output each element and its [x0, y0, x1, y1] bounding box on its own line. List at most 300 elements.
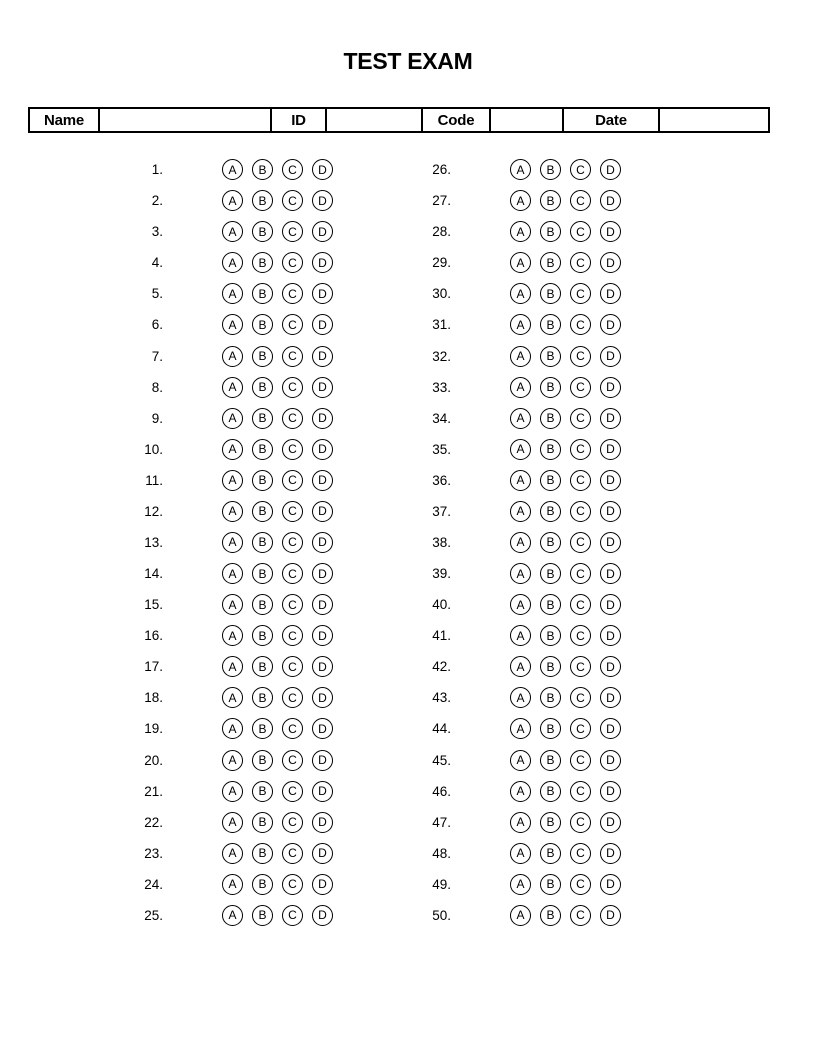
- bubble-c[interactable]: C: [282, 346, 303, 367]
- bubble-d[interactable]: D: [600, 750, 621, 771]
- answer-bubbles: [510, 625, 621, 646]
- bubble-a[interactable]: A: [510, 750, 531, 771]
- bubble-b[interactable]: B: [252, 594, 273, 615]
- question-number: 29.: [432, 255, 451, 271]
- bubble-c[interactable]: C: [282, 718, 303, 739]
- bubble-d[interactable]: D: [312, 625, 333, 646]
- bubble-b[interactable]: B: [252, 656, 273, 677]
- question-number: 21.: [144, 783, 163, 799]
- answer-bubbles: [222, 159, 333, 180]
- question-number: 32.: [432, 348, 451, 364]
- bubble-c[interactable]: C: [282, 781, 303, 802]
- bubble-a[interactable]: A: [510, 843, 531, 864]
- answer-bubbles: [510, 283, 621, 304]
- answer-bubbles: [222, 812, 333, 833]
- bubble-c[interactable]: C: [282, 159, 303, 180]
- bubble-b[interactable]: B: [540, 470, 561, 491]
- bubble-c[interactable]: C: [570, 190, 591, 211]
- bubble-d[interactable]: D: [600, 656, 621, 677]
- bubble-d[interactable]: D: [312, 252, 333, 273]
- answer-bubbles: [510, 470, 621, 491]
- answer-bubbles: [510, 843, 621, 864]
- bubble-c[interactable]: C: [570, 377, 591, 398]
- bubble-a[interactable]: A: [222, 221, 243, 242]
- answer-bubbles: [222, 252, 333, 273]
- question-number: 48.: [432, 845, 451, 861]
- question-number: 44.: [432, 721, 451, 737]
- bubble-b[interactable]: B: [252, 812, 273, 833]
- question-number: 25.: [144, 907, 163, 923]
- answer-bubbles: [222, 221, 333, 242]
- bubble-c[interactable]: C: [282, 532, 303, 553]
- bubble-d[interactable]: D: [600, 501, 621, 522]
- bubble-a[interactable]: A: [222, 812, 243, 833]
- bubble-d[interactable]: D: [600, 470, 621, 491]
- answer-bubbles: [510, 532, 621, 553]
- bubble-b[interactable]: B: [540, 314, 561, 335]
- question-row: [133, 869, 333, 900]
- bubble-d[interactable]: D: [600, 159, 621, 180]
- bubble-b[interactable]: B: [252, 159, 273, 180]
- answer-bubbles: [510, 905, 621, 926]
- bubble-c[interactable]: C: [570, 812, 591, 833]
- bubble-c[interactable]: C: [282, 594, 303, 615]
- question-number: 36.: [432, 472, 451, 488]
- bubble-c[interactable]: C: [282, 377, 303, 398]
- bubble-d[interactable]: D: [600, 625, 621, 646]
- bubble-c[interactable]: C: [282, 625, 303, 646]
- answer-bubbles: [510, 252, 621, 273]
- bubble-d[interactable]: D: [600, 221, 621, 242]
- question-row: [421, 682, 621, 713]
- bubble-a[interactable]: A: [510, 252, 531, 273]
- bubble-b[interactable]: B: [540, 718, 561, 739]
- question-number: 5.: [151, 286, 163, 302]
- question-row: [133, 465, 333, 496]
- bubble-b[interactable]: B: [540, 874, 561, 895]
- question-row: [133, 807, 333, 838]
- question-number: 35.: [432, 441, 451, 457]
- bubble-b[interactable]: B: [540, 781, 561, 802]
- question-row: [421, 154, 621, 185]
- bubble-a[interactable]: A: [510, 687, 531, 708]
- bubble-d[interactable]: D: [312, 781, 333, 802]
- question-number: 20.: [144, 752, 163, 768]
- answer-bubbles: [222, 781, 333, 802]
- bubble-a[interactable]: A: [222, 625, 243, 646]
- bubble-b[interactable]: B: [540, 750, 561, 771]
- bubble-b[interactable]: B: [252, 532, 273, 553]
- bubble-a[interactable]: A: [510, 408, 531, 429]
- question-row: [133, 558, 333, 589]
- answer-bubbles: [510, 501, 621, 522]
- bubble-a[interactable]: A: [510, 874, 531, 895]
- bubble-a[interactable]: A: [222, 718, 243, 739]
- bubble-c[interactable]: C: [282, 874, 303, 895]
- bubble-b[interactable]: B: [540, 221, 561, 242]
- bubble-c[interactable]: C: [570, 159, 591, 180]
- question-row: [133, 682, 333, 713]
- bubble-c[interactable]: C: [570, 470, 591, 491]
- bubble-c[interactable]: C: [282, 905, 303, 926]
- bubble-b[interactable]: B: [252, 563, 273, 584]
- bubble-a[interactable]: A: [222, 377, 243, 398]
- question-row: [421, 807, 621, 838]
- bubble-c[interactable]: C: [570, 408, 591, 429]
- question-number: 47.: [432, 814, 451, 830]
- bubble-d[interactable]: D: [312, 314, 333, 335]
- answer-bubbles: [510, 563, 621, 584]
- bubble-c[interactable]: C: [570, 252, 591, 273]
- bubble-d[interactable]: D: [312, 656, 333, 677]
- bubble-b[interactable]: B: [540, 252, 561, 273]
- bubble-b[interactable]: B: [252, 781, 273, 802]
- bubble-b[interactable]: B: [252, 905, 273, 926]
- bubble-b[interactable]: B: [540, 283, 561, 304]
- bubble-a[interactable]: A: [222, 470, 243, 491]
- bubble-c[interactable]: C: [282, 656, 303, 677]
- bubble-b[interactable]: B: [252, 377, 273, 398]
- bubble-a[interactable]: A: [510, 190, 531, 211]
- question-row: [421, 465, 621, 496]
- question-number: 4.: [151, 255, 163, 271]
- bubble-b[interactable]: B: [252, 314, 273, 335]
- bubble-c[interactable]: C: [282, 439, 303, 460]
- bubble-d[interactable]: D: [312, 159, 333, 180]
- bubble-c[interactable]: C: [282, 563, 303, 584]
- bubble-b[interactable]: B: [252, 439, 273, 460]
- answer-bubbles: [510, 190, 621, 211]
- bubble-b[interactable]: B: [252, 346, 273, 367]
- question-number: 14.: [144, 566, 163, 582]
- bubble-d[interactable]: D: [312, 439, 333, 460]
- answer-bubbles: [510, 221, 621, 242]
- question-row: [133, 496, 333, 527]
- question-row: [421, 838, 621, 869]
- bubble-d[interactable]: D: [600, 843, 621, 864]
- bubble-b[interactable]: B: [540, 408, 561, 429]
- bubble-b[interactable]: B: [252, 252, 273, 273]
- bubble-d[interactable]: D: [312, 874, 333, 895]
- question-number: 11.: [145, 472, 163, 488]
- bubble-b[interactable]: B: [252, 408, 273, 429]
- question-row: [133, 154, 333, 185]
- question-row: [421, 776, 621, 807]
- bubble-d[interactable]: D: [312, 377, 333, 398]
- bubble-a[interactable]: A: [510, 283, 531, 304]
- question-number: 13.: [144, 534, 163, 550]
- bubble-d[interactable]: D: [600, 346, 621, 367]
- question-row: [421, 558, 621, 589]
- bubble-d[interactable]: D: [600, 439, 621, 460]
- answer-bubbles: [222, 377, 333, 398]
- bubble-c[interactable]: C: [282, 408, 303, 429]
- question-number: 50.: [432, 907, 451, 923]
- bubble-b[interactable]: B: [252, 625, 273, 646]
- bubble-c[interactable]: C: [570, 625, 591, 646]
- bubble-b[interactable]: B: [252, 221, 273, 242]
- bubble-d[interactable]: D: [600, 190, 621, 211]
- bubble-a[interactable]: A: [510, 781, 531, 802]
- bubble-d[interactable]: D: [600, 718, 621, 739]
- question-row: [421, 496, 621, 527]
- bubble-d[interactable]: D: [312, 501, 333, 522]
- answer-bubbles: [222, 470, 333, 491]
- question-number: 8.: [151, 379, 163, 395]
- question-number: 15.: [144, 597, 163, 613]
- question-row: [421, 309, 621, 340]
- bubble-a[interactable]: A: [510, 718, 531, 739]
- bubble-a[interactable]: A: [510, 656, 531, 677]
- bubble-b[interactable]: B: [540, 190, 561, 211]
- bubble-d[interactable]: D: [312, 283, 333, 304]
- bubble-d[interactable]: D: [312, 408, 333, 429]
- bubble-d[interactable]: D: [312, 718, 333, 739]
- bubble-a[interactable]: A: [222, 656, 243, 677]
- bubble-c[interactable]: C: [570, 718, 591, 739]
- bubble-a[interactable]: A: [222, 905, 243, 926]
- questions-column-1: [133, 154, 333, 931]
- bubble-d[interactable]: D: [312, 221, 333, 242]
- bubble-a[interactable]: A: [222, 532, 243, 553]
- bubble-c[interactable]: C: [570, 346, 591, 367]
- bubble-d[interactable]: D: [312, 750, 333, 771]
- bubble-a[interactable]: A: [222, 283, 243, 304]
- question-number: 19.: [144, 721, 163, 737]
- question-number: 17.: [144, 659, 163, 675]
- bubble-b[interactable]: B: [540, 563, 561, 584]
- bubble-b[interactable]: B: [540, 905, 561, 926]
- bubble-d[interactable]: D: [600, 563, 621, 584]
- bubble-d[interactable]: D: [600, 377, 621, 398]
- question-number: 23.: [144, 845, 163, 861]
- bubble-b[interactable]: B: [540, 439, 561, 460]
- question-row: [421, 403, 621, 434]
- bubble-b[interactable]: B: [252, 470, 273, 491]
- bubble-d[interactable]: D: [600, 905, 621, 926]
- name-value-cell[interactable]: [98, 109, 270, 131]
- bubble-c[interactable]: C: [282, 283, 303, 304]
- question-number: 10.: [144, 441, 163, 457]
- answer-bubbles: [510, 656, 621, 677]
- question-number: 33.: [432, 379, 451, 395]
- bubble-c[interactable]: C: [570, 905, 591, 926]
- bubble-a[interactable]: A: [510, 501, 531, 522]
- bubble-d[interactable]: D: [600, 283, 621, 304]
- bubble-b[interactable]: B: [540, 532, 561, 553]
- bubble-c[interactable]: C: [570, 563, 591, 584]
- code-label: Code: [421, 109, 489, 131]
- question-number: 12.: [144, 503, 163, 519]
- bubble-d[interactable]: D: [600, 408, 621, 429]
- question-row: [421, 900, 621, 931]
- bubble-a[interactable]: A: [510, 470, 531, 491]
- bubble-c[interactable]: C: [570, 501, 591, 522]
- bubble-d[interactable]: D: [312, 687, 333, 708]
- bubble-b[interactable]: B: [540, 159, 561, 180]
- bubble-a[interactable]: A: [222, 408, 243, 429]
- bubble-a[interactable]: A: [510, 314, 531, 335]
- bubble-d[interactable]: D: [312, 563, 333, 584]
- answer-bubbles: [222, 314, 333, 335]
- question-row: [421, 278, 621, 309]
- answer-bubbles: [222, 750, 333, 771]
- bubble-d[interactable]: D: [312, 190, 333, 211]
- bubble-b[interactable]: B: [540, 377, 561, 398]
- question-row: [421, 216, 621, 247]
- bubble-c[interactable]: C: [570, 532, 591, 553]
- bubble-a[interactable]: A: [222, 781, 243, 802]
- bubble-a[interactable]: A: [510, 594, 531, 615]
- bubble-d[interactable]: D: [312, 905, 333, 926]
- question-row: [133, 776, 333, 807]
- bubble-c[interactable]: C: [570, 221, 591, 242]
- bubble-c[interactable]: C: [282, 687, 303, 708]
- bubble-c[interactable]: C: [570, 781, 591, 802]
- answer-bubbles: [222, 905, 333, 926]
- bubble-c[interactable]: C: [282, 501, 303, 522]
- bubble-a[interactable]: A: [222, 501, 243, 522]
- question-row: [133, 620, 333, 651]
- bubble-a[interactable]: A: [222, 594, 243, 615]
- answer-bubbles: [510, 781, 621, 802]
- bubble-a[interactable]: A: [510, 221, 531, 242]
- bubble-a[interactable]: A: [222, 252, 243, 273]
- bubble-b[interactable]: B: [540, 687, 561, 708]
- bubble-a[interactable]: A: [222, 874, 243, 895]
- bubble-b[interactable]: B: [540, 594, 561, 615]
- bubble-a[interactable]: A: [222, 190, 243, 211]
- answer-bubbles: [222, 283, 333, 304]
- question-number: 27.: [432, 193, 451, 209]
- bubble-c[interactable]: C: [570, 750, 591, 771]
- code-value-cell[interactable]: [489, 109, 562, 131]
- bubble-b[interactable]: B: [252, 843, 273, 864]
- bubble-b[interactable]: B: [252, 750, 273, 771]
- bubble-a[interactable]: A: [222, 439, 243, 460]
- bubble-d[interactable]: D: [312, 843, 333, 864]
- question-row: [133, 651, 333, 682]
- bubble-c[interactable]: C: [282, 843, 303, 864]
- bubble-a[interactable]: A: [510, 377, 531, 398]
- bubble-b[interactable]: B: [540, 656, 561, 677]
- question-row: [133, 900, 333, 931]
- bubble-d[interactable]: D: [600, 781, 621, 802]
- bubble-a[interactable]: A: [222, 687, 243, 708]
- bubble-b[interactable]: B: [540, 812, 561, 833]
- answer-bubbles: [510, 159, 621, 180]
- bubble-a[interactable]: A: [222, 346, 243, 367]
- question-row: [133, 527, 333, 558]
- bubble-d[interactable]: D: [600, 874, 621, 895]
- bubble-a[interactable]: A: [510, 346, 531, 367]
- bubble-a[interactable]: A: [510, 159, 531, 180]
- bubble-d[interactable]: D: [312, 594, 333, 615]
- answer-bubbles: [510, 687, 621, 708]
- bubble-c[interactable]: C: [282, 314, 303, 335]
- bubble-b[interactable]: B: [540, 843, 561, 864]
- answer-bubbles: [222, 718, 333, 739]
- bubble-c[interactable]: C: [570, 594, 591, 615]
- bubble-c[interactable]: C: [570, 314, 591, 335]
- bubble-b[interactable]: B: [540, 346, 561, 367]
- question-row: [133, 278, 333, 309]
- bubble-d[interactable]: D: [312, 532, 333, 553]
- bubble-d[interactable]: D: [312, 346, 333, 367]
- question-row: [421, 247, 621, 278]
- bubble-a[interactable]: A: [222, 159, 243, 180]
- answer-bubbles: [222, 346, 333, 367]
- answer-bubbles: [510, 750, 621, 771]
- bubble-c[interactable]: C: [282, 470, 303, 491]
- question-row: [133, 838, 333, 869]
- bubble-d[interactable]: D: [600, 252, 621, 273]
- question-number: 2.: [151, 193, 163, 209]
- bubble-c[interactable]: C: [282, 221, 303, 242]
- answer-bubbles: [222, 874, 333, 895]
- question-number: 43.: [432, 690, 451, 706]
- bubble-c[interactable]: C: [570, 874, 591, 895]
- bubble-b[interactable]: B: [252, 687, 273, 708]
- id-value-cell[interactable]: [325, 109, 421, 131]
- bubble-d[interactable]: D: [600, 687, 621, 708]
- bubble-d[interactable]: D: [312, 470, 333, 491]
- bubble-d[interactable]: D: [600, 812, 621, 833]
- bubble-c[interactable]: C: [282, 190, 303, 211]
- bubble-a[interactable]: A: [222, 563, 243, 584]
- question-number: 41.: [432, 628, 451, 644]
- bubble-c[interactable]: C: [570, 283, 591, 304]
- answer-bubbles: [510, 718, 621, 739]
- bubble-c[interactable]: C: [570, 843, 591, 864]
- bubble-c[interactable]: C: [282, 750, 303, 771]
- bubble-b[interactable]: B: [540, 501, 561, 522]
- bubble-a[interactable]: A: [510, 532, 531, 553]
- bubble-d[interactable]: D: [600, 314, 621, 335]
- bubble-a[interactable]: A: [510, 439, 531, 460]
- bubble-b[interactable]: B: [252, 874, 273, 895]
- bubble-b[interactable]: B: [540, 625, 561, 646]
- bubble-d[interactable]: D: [312, 812, 333, 833]
- bubble-c[interactable]: C: [570, 656, 591, 677]
- answer-bubbles: [222, 439, 333, 460]
- bubble-b[interactable]: B: [252, 283, 273, 304]
- bubble-a[interactable]: A: [222, 314, 243, 335]
- bubble-a[interactable]: A: [222, 843, 243, 864]
- bubble-d[interactable]: D: [600, 594, 621, 615]
- bubble-c[interactable]: C: [570, 687, 591, 708]
- bubble-a[interactable]: A: [510, 905, 531, 926]
- bubble-b[interactable]: B: [252, 501, 273, 522]
- question-number: 22.: [144, 814, 163, 830]
- answer-bubbles: [222, 625, 333, 646]
- bubble-c[interactable]: C: [570, 439, 591, 460]
- bubble-a[interactable]: A: [510, 812, 531, 833]
- bubble-a[interactable]: A: [510, 625, 531, 646]
- date-value-cell[interactable]: [658, 109, 768, 131]
- bubble-a[interactable]: A: [222, 750, 243, 771]
- bubble-b[interactable]: B: [252, 190, 273, 211]
- bubble-c[interactable]: C: [282, 812, 303, 833]
- question-row: [133, 434, 333, 465]
- bubble-c[interactable]: C: [282, 252, 303, 273]
- question-number: 46.: [432, 783, 451, 799]
- bubble-d[interactable]: D: [600, 532, 621, 553]
- bubble-a[interactable]: A: [510, 563, 531, 584]
- answer-bubbles: [510, 408, 621, 429]
- bubble-b[interactable]: B: [252, 718, 273, 739]
- question-number: 28.: [432, 224, 451, 240]
